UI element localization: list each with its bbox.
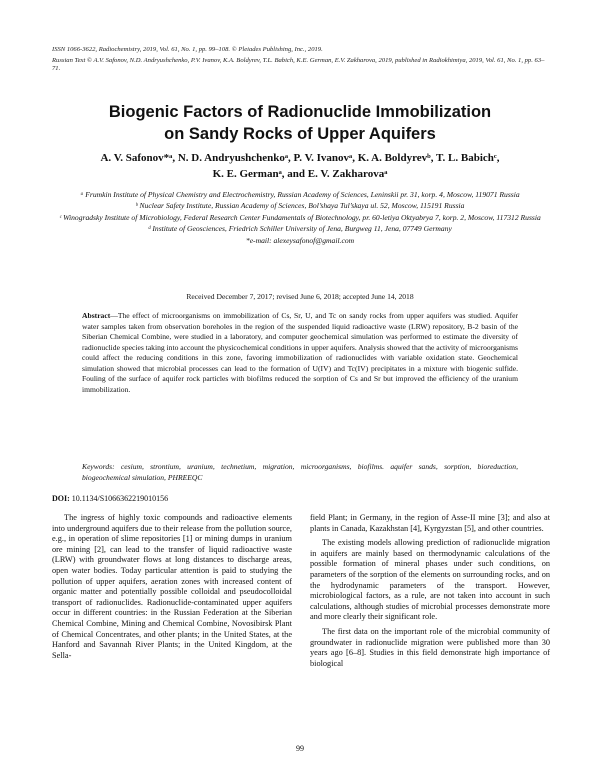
affiliation-c: ᶜ Winogradsky Institute of Microbiology, Federal Research Center Fundamentals of Biotechnology, pr. 60-letiya Oktyabrya 7, korp. 2, Moscow, 117312 Russia	[59, 212, 541, 222]
title-line2: on Sandy Rocks of Upper Aquifers	[164, 125, 436, 143]
abstract-text: —The effect of microorganisms on immobilization of Cs, Sr, U, and Tc on sandy rocks from upper aquifers was studied. Aquifer water samples taken from observation boreholes in the region of the suspended liquid radioactive waste (LRW) repository, B-2 basin of the Siberian Chemical Combine, were studied in a laboratory, and computer geochemical simulation was performed to estimate the diversity of radionuclide species taking into account the physicochemical conditions in upper aquifers. Analysis showed that the activity of microorganisms could affect the reducing conditions in this zone, favoring immobilization of radionuclides with variable oxidation state. Geochemical simulation showed that microbial processes can lead to the formation of U(IV) and Tc(IV) precipitates in a mixture with biogenic sulfide. Fouling of the surface of aquifer rock particles with biofilms reduced the sorption of Cs and Sr but improved the efficiency of the uranium immobilization.	[82, 311, 518, 394]
paragraph: The existing models allowing prediction of radionuclide migration in aquifers are mainly based on thermodynamic calculations of the possible formation of mineral phases under such conditions, on parameters of the sorption of the elements on surrounding rocks, and on the hydrodynamic parameters of the transport. However, microbiological factors, as a rule, are not taken into account in such calculations, although studies of microbial processes demonstrate more and more clearly their significant role.	[310, 538, 550, 622]
body-right-column	[310, 513, 550, 673]
contact-email[interactable]: *e-mail: alexeysafonof@gmail.com	[245, 235, 355, 245]
paper-title	[40, 101, 560, 145]
doi-label: DOI:	[52, 494, 70, 503]
affiliations	[40, 190, 560, 247]
authors-line1: A. V. Safonov*ᵃ, N. D. Andryushchenkoᵃ, P. V. Ivanovᵃ, K. A. Boldyrevᵇ, T. L. Babichᶜ,	[100, 152, 500, 164]
doi	[52, 494, 168, 503]
author-list	[40, 150, 560, 182]
affiliation-d: ᵈ Institute of Geosciences, Friedrich Schiller University of Jena, Burgweg 11, Jena, 07749 Germany	[148, 224, 452, 234]
page-number: 99	[296, 744, 304, 753]
paragraph: The ingress of highly toxic compounds and radioactive elements into underground aquifers due to their release from the pollution source, e.g., in operation of slime repositories [1] or mining dumps in uranium ore mining [2], can lead to the transfer of liquid radioactive waste (LRW) with groundwater flows at long distances to discharge areas, open water bodies. Today particular attention is paid to studying the pollution of upper aquifers, aeration zones with increased content of organic matter and potentially possible colloidal and pseudocolloidal transport of radionuclides. Radionuclide-contaminated upper aquifers occur in different countries: in the Russian Federation at the Siberian Chemical Combine, Mining and Chemical Combine, Novosibirsk Plant of Chemical Concentrates, and other plants; in the United States, at the Hanford and Savannah River Plants; in the United Kingdom, at the Sella-	[52, 513, 292, 660]
authors-line2: K. E. Germanᵃ, and E. V. Zakharovaᵃ	[212, 168, 388, 180]
body-left-column	[52, 513, 292, 665]
abstract	[82, 311, 518, 395]
abstract-label: Abstract	[82, 311, 111, 320]
doi-link[interactable]: 10.1134/S1066362219010156	[71, 494, 169, 503]
affiliation-b: ᵇ Nuclear Safety Institute, Russian Academy of Sciences, Bol’shaya Tul’skaya ul. 52, Moscow, 115191 Russia	[135, 201, 465, 211]
received-dates: Received December 7, 2017; revised June 6, 2018; accepted June 14, 2018	[186, 292, 414, 301]
affiliation-a: ᵃ Frumkin Institute of Physical Chemistry and Electrochemistry, Russian Academy of Sciences, Leninskii pr. 31, korp. 4, Moscow, 119071 Russia	[80, 190, 520, 199]
journal-header-line1: ISSN 1066-3622, Radiochemistry, 2019, Vol. 61, No. 1, pp. 99–108. © Pleiades Publishing, Inc., 2019.	[52, 46, 323, 53]
journal-header-line2: Russian Text © A.V. Safonov, N.D. Andryushchenko, P.V. Ivanov, K.A. Boldyrev, T.L. Babich, K.E. German, E.V. Zakharova, 2019, published in Radiokhimiya, 2019, Vol. 61, No. 1, pp. 63–71.	[52, 57, 545, 72]
paragraph: field Plant; in Germany, in the region of Asse-II mine [3]; and also at plants in Canada, Kazakhstan [4], Kyrgyzstan [5], and other countries.	[310, 513, 550, 533]
paragraph: The first data on the important role of the microbial community of groundwater in radionuclide migration were published more than 30 years ago [6–8]. Studies in this field demonstrate high importance of biological	[310, 626, 550, 668]
keywords: Keywords: cesium, strontium, uranium, technetium, migration, microorganisms, biofilms. aquifer sands, sorption, bioreduction, biogeochemical simulation, PHREEQC	[82, 462, 518, 482]
title-line1: Biogenic Factors of Radionuclide Immobilization	[108, 103, 492, 121]
